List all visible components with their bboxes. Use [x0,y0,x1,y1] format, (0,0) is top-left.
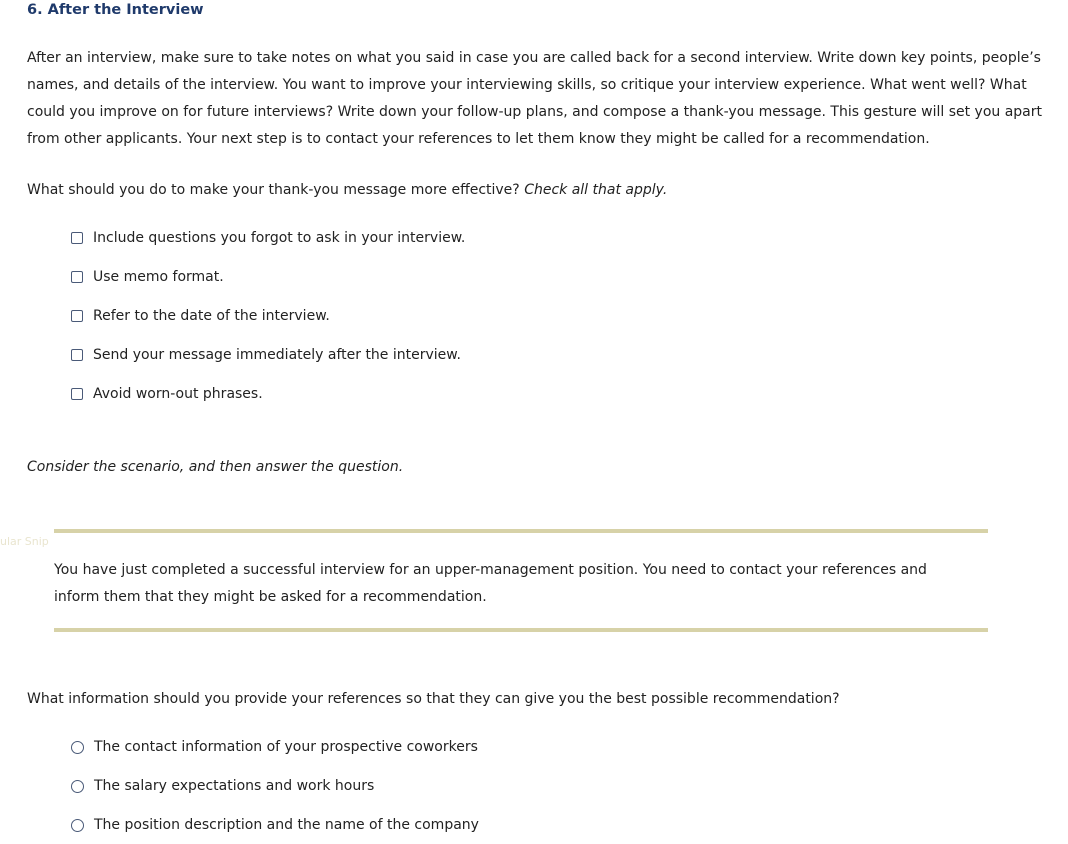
question-2-prompt: What information should you provide your references so that they can give you the best possible recommendation? [27,691,840,707]
radio-button[interactable] [71,780,84,793]
question-1-options [71,228,465,404]
question-2-options [71,737,479,835]
option-label: Include questions you forgot to ask in your interview. [93,230,466,246]
radio-button[interactable] [71,819,84,832]
checkbox-option-date-of-interview[interactable] [71,306,465,326]
radio-button[interactable] [71,741,84,754]
question-1-instruction: Check all that apply. [524,182,668,198]
scenario-instruction: Consider the scenario, and then answer the question. [27,459,404,475]
option-label: Use memo format. [93,269,224,285]
checkbox[interactable] [71,271,83,283]
radio-option-salary[interactable] [71,776,479,796]
option-label: Refer to the date of the interview. [93,308,330,324]
checkbox[interactable] [71,349,83,361]
option-label: The position description and the name of the company [94,817,479,833]
checkbox-option-memo-format[interactable] [71,267,465,287]
option-label: The salary expectations and work hours [94,778,375,794]
checkbox[interactable] [71,232,83,244]
scenario-box [54,529,988,632]
question-1-prompt [27,182,667,198]
checkbox-option-avoid-phrases[interactable] [71,384,465,404]
option-label: Avoid worn-out phrases. [93,386,263,402]
scenario-text: You have just completed a successful interview for an upper-management position. You need to contact your references and inform them that they might be asked for a recommendation. [54,562,927,605]
checkbox[interactable] [71,310,83,322]
faint-watermark: ular Snip [0,535,49,548]
checkbox-option-send-immediately[interactable] [71,345,465,365]
section-title: 6. After the Interview [27,2,204,18]
checkbox[interactable] [71,388,83,400]
checkbox-option-questions-forgot[interactable] [71,228,465,248]
option-label: Send your message immediately after the interview. [93,347,461,363]
question-1-text: What should you do to make your thank-you message more effective? [27,182,520,198]
intro-paragraph: After an interview, make sure to take notes on what you said in case you are called back for a second interview. Write down key points, people’s names, and details of the interview. You want to improve your interviewing skills, so critique your interview experience. What went well? What could you improve on for future interviews? Write down your follow-up plans, and compose a thank-you message. This gesture will set you apart from other applicants. Your next step is to contact your references to let them know they might be called for a recommendation. [27,50,1043,147]
radio-option-position-description[interactable] [71,815,479,835]
option-label: The contact information of your prospective coworkers [94,739,478,755]
radio-option-contact-info[interactable] [71,737,479,757]
